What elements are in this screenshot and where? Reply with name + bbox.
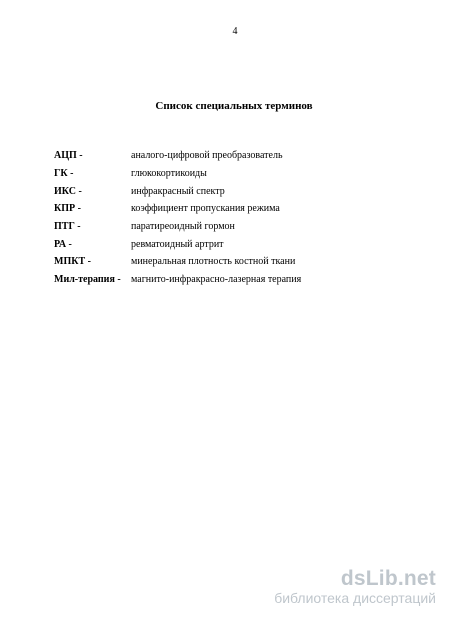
term-definition: магнито-инфракрасно-лазерная терапия bbox=[131, 274, 302, 286]
term-definition: аналого-цифровой преобразователь bbox=[131, 150, 283, 162]
page-title: Список специальных терминов bbox=[155, 100, 313, 112]
term-abbreviation: ПТГ - bbox=[54, 221, 81, 233]
term-definition: ревматоидный артрит bbox=[131, 238, 224, 250]
watermark bbox=[274, 568, 436, 606]
term-abbreviation: МПКТ - bbox=[54, 256, 91, 268]
term-abbreviation: Мил-терапия - bbox=[54, 274, 121, 286]
term-abbreviation: ГК - bbox=[54, 168, 74, 180]
terms-list bbox=[54, 147, 434, 289]
page-number: 4 bbox=[232, 26, 238, 37]
watermark-logo: dsLib.net bbox=[340, 567, 436, 590]
term-definition: инфракрасный спектр bbox=[131, 185, 225, 197]
watermark-subtitle: библиотека диссертаций bbox=[274, 590, 436, 606]
term-abbreviation: АЦП - bbox=[54, 150, 83, 162]
term-row bbox=[54, 218, 434, 236]
term-abbreviation: ИКС - bbox=[54, 185, 82, 197]
term-row bbox=[54, 235, 434, 253]
term-abbreviation: РА - bbox=[54, 238, 72, 250]
term-definition: глюкокортикоиды bbox=[131, 168, 207, 180]
term-definition: коэффициент пропускания режима bbox=[131, 203, 280, 215]
term-row bbox=[54, 200, 434, 218]
term-definition: минеральная плотность костной ткани bbox=[131, 256, 296, 268]
term-row bbox=[54, 182, 434, 200]
term-row bbox=[54, 147, 434, 165]
term-row bbox=[54, 253, 434, 271]
term-row bbox=[54, 271, 434, 289]
term-row bbox=[54, 165, 434, 183]
term-abbreviation: КПР - bbox=[54, 203, 81, 215]
term-definition: паратиреоидный гормон bbox=[131, 221, 235, 233]
